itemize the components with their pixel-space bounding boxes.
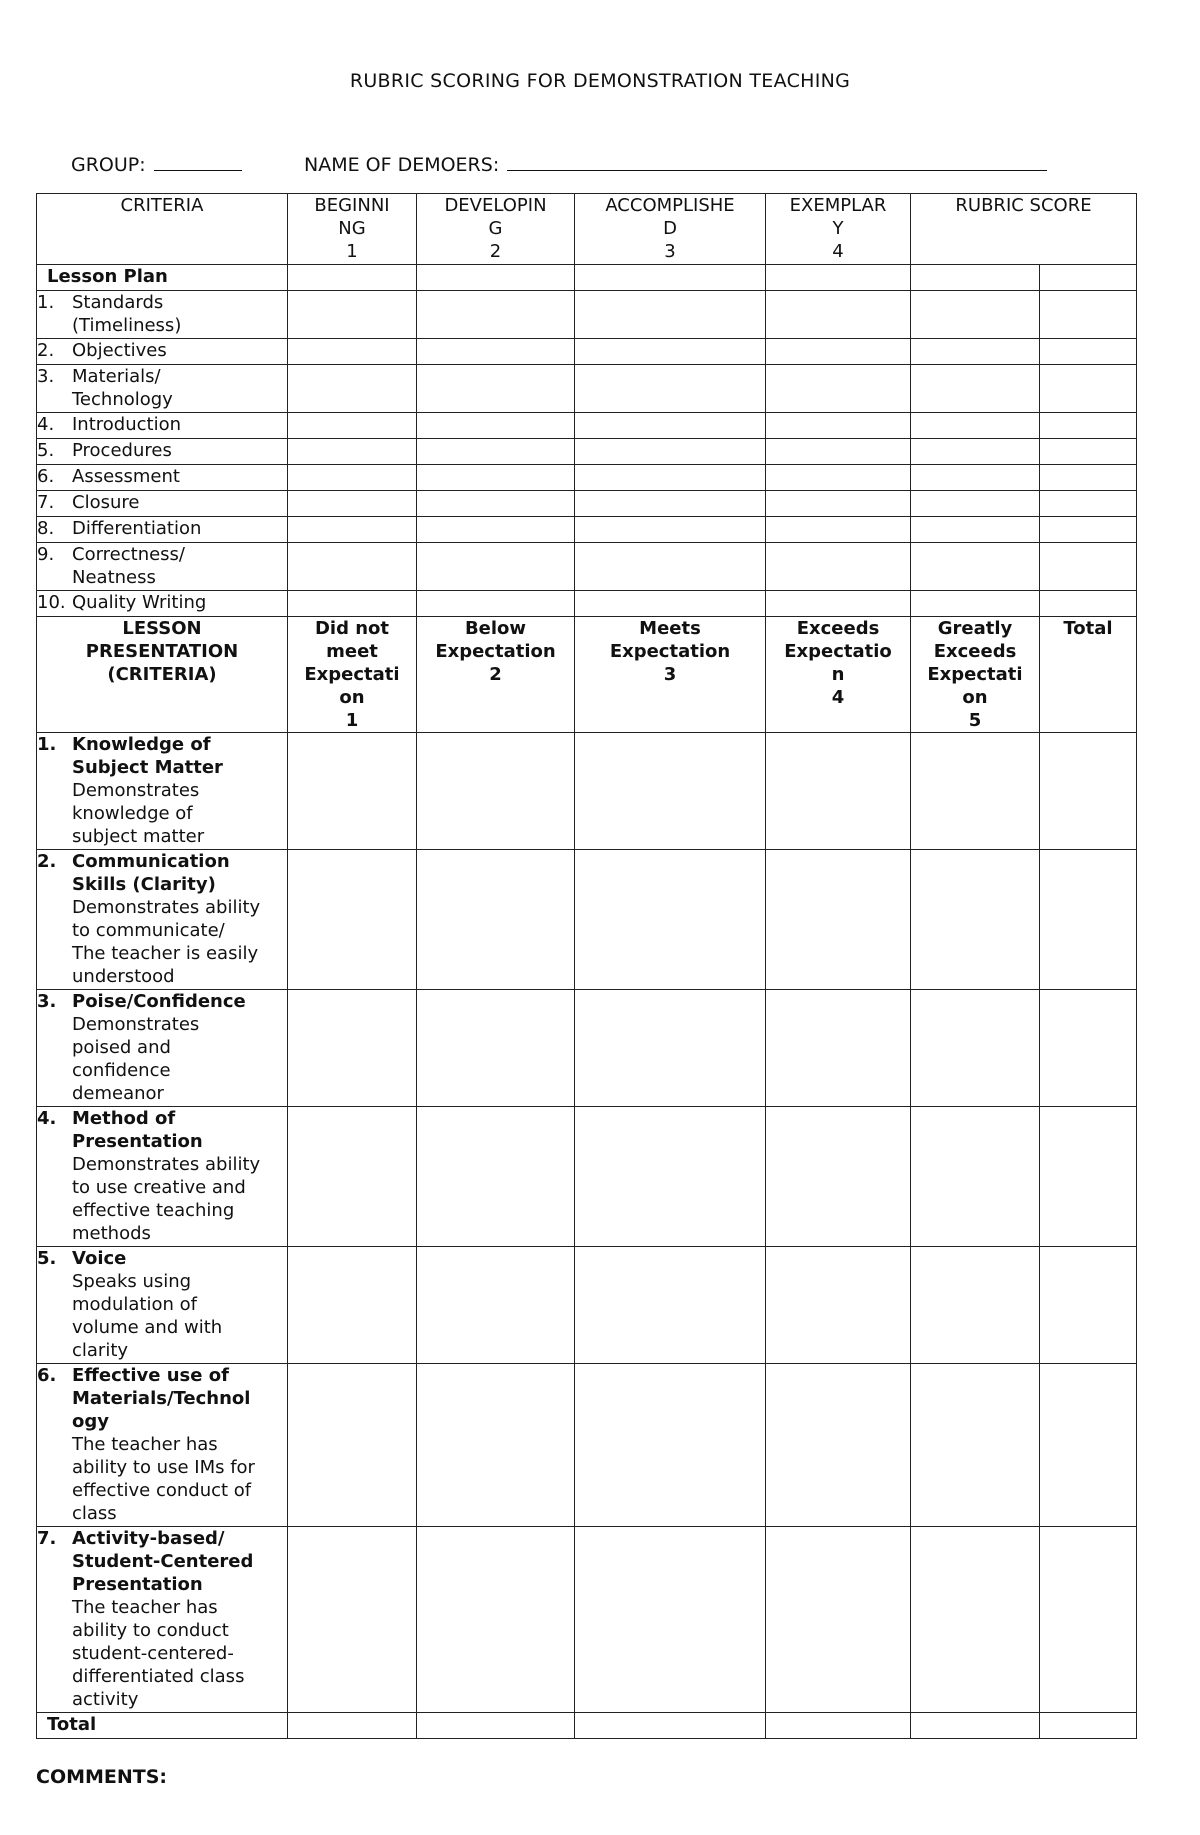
level-label: ACCOMPLISHE D — [605, 195, 735, 239]
expectation-header: Did not meet Expectati on 1 — [288, 617, 417, 733]
lesson-plan-score-cell[interactable] — [766, 291, 911, 339]
group-field[interactable] — [71, 152, 242, 177]
presentation-score-cell[interactable] — [766, 850, 911, 990]
criterion-number: 6. — [37, 1365, 57, 1386]
lesson-plan-score-cell[interactable] — [911, 491, 1040, 517]
criterion-description: Demonstrates poised and confidence demeanor — [72, 1014, 200, 1104]
presentation-score-cell[interactable] — [288, 1364, 417, 1527]
lesson-plan-score-cell[interactable] — [1040, 543, 1137, 591]
presentation-score-cell[interactable] — [766, 1247, 911, 1364]
table-row — [37, 733, 1137, 850]
presentation-score-cell[interactable] — [911, 850, 1040, 990]
presentation-score-cell[interactable] — [417, 1364, 575, 1527]
presentation-score-cell[interactable] — [766, 1527, 911, 1713]
lesson-plan-criterion — [37, 517, 288, 543]
rubric-table — [36, 193, 1137, 1739]
lesson-plan-heading: Lesson Plan — [37, 265, 288, 291]
criterion-description: Demonstrates knowledge of subject matter — [72, 780, 205, 847]
table-row — [37, 591, 1137, 617]
presentation-score-cell[interactable] — [288, 990, 417, 1107]
table-row — [37, 543, 1137, 591]
presentation-criteria-header: LESSON PRESENTATION (CRITERIA) — [37, 617, 288, 733]
expectation-header: Greatly Exceeds Expectati on 5 — [911, 617, 1040, 733]
table-row — [37, 1364, 1137, 1527]
criterion-text: Closure — [72, 492, 140, 513]
presentation-criterion — [37, 1364, 288, 1527]
presentation-score-cell[interactable] — [911, 1107, 1040, 1247]
criterion-title: Poise/Confidence — [72, 991, 246, 1012]
criterion-number: 1. — [37, 292, 55, 313]
criterion-number: 10. — [37, 592, 66, 613]
lesson-plan-score-cell[interactable] — [766, 491, 911, 517]
criterion-description: Speaks using modulation of volume and with clarity — [72, 1271, 223, 1361]
criterion-number: 3. — [37, 991, 57, 1012]
lesson-plan-score-cell[interactable] — [575, 491, 766, 517]
criterion-text: Correctness/ Neatness — [72, 544, 186, 588]
total-row — [37, 1713, 1137, 1739]
lesson-plan-score-cell[interactable] — [911, 413, 1040, 439]
criterion-text: Materials/ Technology — [72, 366, 173, 410]
criterion-title: Effective use of Materials/Technol ogy — [72, 1365, 251, 1432]
criterion-number: 5. — [37, 1248, 57, 1269]
presentation-score-cell[interactable] — [911, 733, 1040, 850]
criterion-number: 6. — [37, 466, 55, 487]
lesson-plan-score-cell[interactable] — [417, 339, 575, 365]
presentation-score-cell[interactable] — [417, 1107, 575, 1247]
lesson-plan-score-cell[interactable] — [1040, 439, 1137, 465]
lesson-plan-score-cell[interactable] — [1040, 517, 1137, 543]
lesson-plan-score-cell[interactable] — [288, 265, 417, 291]
criterion-number: 7. — [37, 492, 55, 513]
lesson-plan-score-cell[interactable] — [575, 517, 766, 543]
total-score-cell[interactable] — [1040, 1713, 1137, 1739]
presentation-criterion — [37, 733, 288, 850]
lesson-plan-score-cell[interactable] — [766, 365, 911, 413]
lesson-plan-score-cell[interactable] — [766, 591, 911, 617]
lesson-plan-score-cell[interactable] — [766, 543, 911, 591]
presentation-score-cell[interactable] — [911, 990, 1040, 1107]
group-label: GROUP: — [71, 154, 146, 176]
lesson-plan-criterion — [37, 365, 288, 413]
presentation-score-cell[interactable] — [911, 1247, 1040, 1364]
lesson-plan-score-cell[interactable] — [288, 543, 417, 591]
total-label: Total — [37, 1713, 288, 1739]
lesson-plan-score-cell[interactable] — [911, 291, 1040, 339]
lesson-plan-score-cell[interactable] — [575, 439, 766, 465]
lesson-plan-score-cell[interactable] — [575, 543, 766, 591]
presentation-score-cell[interactable] — [766, 1107, 911, 1247]
table-row — [37, 1107, 1137, 1247]
presentation-score-cell[interactable] — [766, 990, 911, 1107]
criterion-number: 2. — [37, 851, 57, 872]
table-row — [37, 291, 1137, 339]
criterion-number: 8. — [37, 518, 55, 539]
lesson-plan-score-cell[interactable] — [575, 591, 766, 617]
level-header — [288, 194, 417, 265]
lesson-plan-score-cell[interactable] — [417, 465, 575, 491]
lesson-plan-score-cell[interactable] — [288, 365, 417, 413]
presentation-score-cell[interactable] — [575, 733, 766, 850]
lesson-plan-score-cell[interactable] — [766, 465, 911, 491]
criterion-number: 4. — [37, 414, 55, 435]
criterion-text: Assessment — [72, 466, 180, 487]
presentation-criterion — [37, 1107, 288, 1247]
total-score-cell[interactable] — [417, 1713, 575, 1739]
total-score-cell[interactable] — [911, 1713, 1040, 1739]
lesson-plan-criterion — [37, 439, 288, 465]
criterion-text: Procedures — [72, 440, 172, 461]
lesson-plan-score-cell[interactable] — [1040, 465, 1137, 491]
presentation-score-cell[interactable] — [1040, 1364, 1137, 1527]
lesson-plan-score-cell[interactable] — [1040, 591, 1137, 617]
level-label: DEVELOPIN G — [444, 195, 547, 239]
lesson-plan-score-cell[interactable] — [417, 413, 575, 439]
lesson-plan-score-cell[interactable] — [766, 517, 911, 543]
lesson-plan-score-cell[interactable] — [417, 591, 575, 617]
presentation-score-cell[interactable] — [575, 1364, 766, 1527]
presentation-score-cell[interactable] — [1040, 1247, 1137, 1364]
presentation-criterion — [37, 1527, 288, 1713]
criterion-title: Method of Presentation — [72, 1108, 203, 1152]
lesson-plan-heading-row — [37, 265, 1137, 291]
lesson-plan-score-cell[interactable] — [417, 439, 575, 465]
demoers-field[interactable] — [304, 152, 1047, 177]
table-row — [37, 517, 1137, 543]
lesson-plan-score-cell[interactable] — [288, 491, 417, 517]
lesson-plan-score-cell[interactable] — [288, 439, 417, 465]
lesson-plan-score-cell[interactable] — [288, 591, 417, 617]
lesson-plan-score-cell[interactable] — [417, 517, 575, 543]
presentation-criterion — [37, 850, 288, 990]
lesson-plan-score-cell[interactable] — [911, 339, 1040, 365]
lesson-plan-score-cell[interactable] — [911, 543, 1040, 591]
criterion-text: Standards (Timeliness) — [72, 292, 182, 336]
criterion-number: 9. — [37, 544, 55, 565]
presentation-score-cell[interactable] — [1040, 990, 1137, 1107]
presentation-score-cell[interactable] — [288, 1527, 417, 1713]
presentation-score-cell[interactable] — [288, 850, 417, 990]
presentation-score-cell[interactable] — [417, 850, 575, 990]
lesson-plan-score-cell[interactable] — [417, 365, 575, 413]
presentation-score-cell[interactable] — [417, 990, 575, 1107]
expectation-header: Meets Expectation 3 — [575, 617, 766, 733]
lesson-plan-criterion — [37, 291, 288, 339]
table-row — [37, 439, 1137, 465]
lesson-plan-score-cell[interactable] — [766, 439, 911, 465]
presentation-score-cell[interactable] — [288, 1247, 417, 1364]
presentation-score-cell[interactable] — [417, 1247, 575, 1364]
presentation-score-cell[interactable] — [1040, 1527, 1137, 1713]
rubric-score-header: RUBRIC SCORE — [911, 194, 1137, 265]
lesson-plan-score-cell[interactable] — [575, 339, 766, 365]
presentation-score-cell[interactable] — [288, 1107, 417, 1247]
lesson-plan-score-cell[interactable] — [911, 465, 1040, 491]
table-row — [37, 850, 1137, 990]
criterion-number: 2. — [37, 340, 55, 361]
criterion-description: The teacher has ability to conduct student-centered- differentiated class activity — [72, 1597, 245, 1710]
presentation-score-cell[interactable] — [1040, 1107, 1137, 1247]
criterion-description: Demonstrates ability to use creative and effective teaching methods — [72, 1154, 261, 1244]
lesson-plan-score-cell[interactable] — [911, 265, 1040, 291]
lesson-plan-score-cell[interactable] — [766, 265, 911, 291]
total-score-cell[interactable] — [766, 1713, 911, 1739]
lesson-plan-score-cell[interactable] — [417, 265, 575, 291]
lesson-plan-score-cell[interactable] — [575, 265, 766, 291]
presentation-score-cell[interactable] — [911, 1527, 1040, 1713]
lesson-plan-score-cell[interactable] — [1040, 413, 1137, 439]
lesson-plan-score-cell[interactable] — [417, 491, 575, 517]
table-row — [37, 365, 1137, 413]
demoers-label: NAME OF DEMOERS: — [304, 154, 500, 176]
criterion-description: The teacher has ability to use IMs for effective conduct of class — [72, 1434, 255, 1524]
lesson-plan-score-cell[interactable] — [417, 543, 575, 591]
criterion-number: 5. — [37, 440, 55, 461]
page-title: RUBRIC SCORING FOR DEMONSTRATION TEACHING — [349, 70, 851, 92]
expectation-header: Exceeds Expectatio n 4 — [766, 617, 911, 733]
table-row — [37, 491, 1137, 517]
total-score-cell[interactable] — [288, 1713, 417, 1739]
lesson-plan-criterion — [37, 491, 288, 517]
criterion-number: 4. — [37, 1108, 57, 1129]
lesson-plan-criterion — [37, 591, 288, 617]
presentation-header-row — [37, 617, 1137, 733]
lesson-plan-score-cell[interactable] — [766, 339, 911, 365]
lesson-plan-score-cell[interactable] — [1040, 339, 1137, 365]
lesson-plan-score-cell[interactable] — [575, 465, 766, 491]
level-header — [766, 194, 911, 265]
lesson-plan-score-cell[interactable] — [1040, 491, 1137, 517]
lesson-plan-score-cell[interactable] — [1040, 291, 1137, 339]
lesson-plan-score-cell[interactable] — [911, 365, 1040, 413]
presentation-score-cell[interactable] — [417, 1527, 575, 1713]
lesson-plan-score-cell[interactable] — [575, 291, 766, 339]
table-row — [37, 1247, 1137, 1364]
level-header — [417, 194, 575, 265]
criterion-title: Communication Skills (Clarity) — [72, 851, 230, 895]
presentation-score-cell[interactable] — [911, 1364, 1040, 1527]
criterion-text: Differentiation — [72, 518, 202, 539]
level-label: EXEMPLAR Y — [789, 195, 887, 239]
comments-label: COMMENTS: — [36, 1766, 168, 1788]
lesson-plan-score-cell[interactable] — [575, 413, 766, 439]
presentation-score-cell[interactable] — [575, 1107, 766, 1247]
lesson-plan-criterion — [37, 543, 288, 591]
criterion-title: Activity-based/ Student-Centered Presentation — [72, 1528, 254, 1595]
criterion-description: Demonstrates ability to communicate/ The teacher is easily understood — [72, 897, 261, 987]
lesson-plan-criterion — [37, 413, 288, 439]
presentation-score-cell[interactable] — [575, 990, 766, 1107]
presentation-score-cell[interactable] — [766, 1364, 911, 1527]
criterion-number: 1. — [37, 734, 57, 755]
criterion-title: Knowledge of Subject Matter — [72, 734, 223, 778]
presentation-criterion — [37, 990, 288, 1107]
level-label: BEGINNI NG — [314, 195, 390, 239]
level-header — [575, 194, 766, 265]
level-score: 2 — [489, 241, 502, 262]
presentation-score-cell[interactable] — [1040, 733, 1137, 850]
criterion-text: Quality Writing — [72, 592, 207, 613]
level-score: 1 — [346, 241, 358, 262]
expectation-header: Below Expectation 2 — [417, 617, 575, 733]
lesson-plan-score-cell[interactable] — [766, 413, 911, 439]
presentation-score-cell[interactable] — [575, 1247, 766, 1364]
lesson-plan-score-cell[interactable] — [417, 291, 575, 339]
criterion-title: Voice — [72, 1248, 127, 1269]
presentation-score-cell[interactable] — [575, 850, 766, 990]
lesson-plan-score-cell[interactable] — [911, 591, 1040, 617]
criterion-number: 3. — [37, 366, 55, 387]
lesson-plan-score-cell[interactable] — [288, 465, 417, 491]
demoers-blank[interactable] — [507, 152, 1047, 171]
criteria-header: CRITERIA — [37, 194, 288, 265]
lesson-plan-score-cell[interactable] — [1040, 365, 1137, 413]
total-score-cell[interactable] — [575, 1713, 766, 1739]
lesson-plan-score-cell[interactable] — [1040, 265, 1137, 291]
table-row — [37, 465, 1137, 491]
table-row — [37, 990, 1137, 1107]
header-row — [37, 194, 1137, 265]
table-row — [37, 1527, 1137, 1713]
criterion-text: Introduction — [72, 414, 182, 435]
lesson-plan-criterion — [37, 339, 288, 365]
presentation-score-cell[interactable] — [766, 733, 911, 850]
presentation-score-cell[interactable] — [417, 733, 575, 850]
lesson-plan-score-cell[interactable] — [288, 413, 417, 439]
lesson-plan-score-cell[interactable] — [575, 365, 766, 413]
group-blank[interactable] — [154, 152, 242, 171]
lesson-plan-score-cell[interactable] — [288, 339, 417, 365]
lesson-plan-criterion — [37, 465, 288, 491]
lesson-plan-score-cell[interactable] — [911, 517, 1040, 543]
table-row — [37, 339, 1137, 365]
criterion-text: Objectives — [72, 340, 167, 361]
lesson-plan-score-cell[interactable] — [911, 439, 1040, 465]
presentation-score-cell[interactable] — [288, 733, 417, 850]
table-row — [37, 413, 1137, 439]
lesson-plan-score-cell[interactable] — [288, 517, 417, 543]
criterion-number: 7. — [37, 1528, 57, 1549]
presentation-criterion — [37, 1247, 288, 1364]
total-header: Total — [1040, 617, 1137, 733]
presentation-score-cell[interactable] — [575, 1527, 766, 1713]
level-score: 4 — [832, 241, 844, 262]
presentation-score-cell[interactable] — [1040, 850, 1137, 990]
lesson-plan-score-cell[interactable] — [288, 291, 417, 339]
level-score: 3 — [664, 241, 676, 262]
